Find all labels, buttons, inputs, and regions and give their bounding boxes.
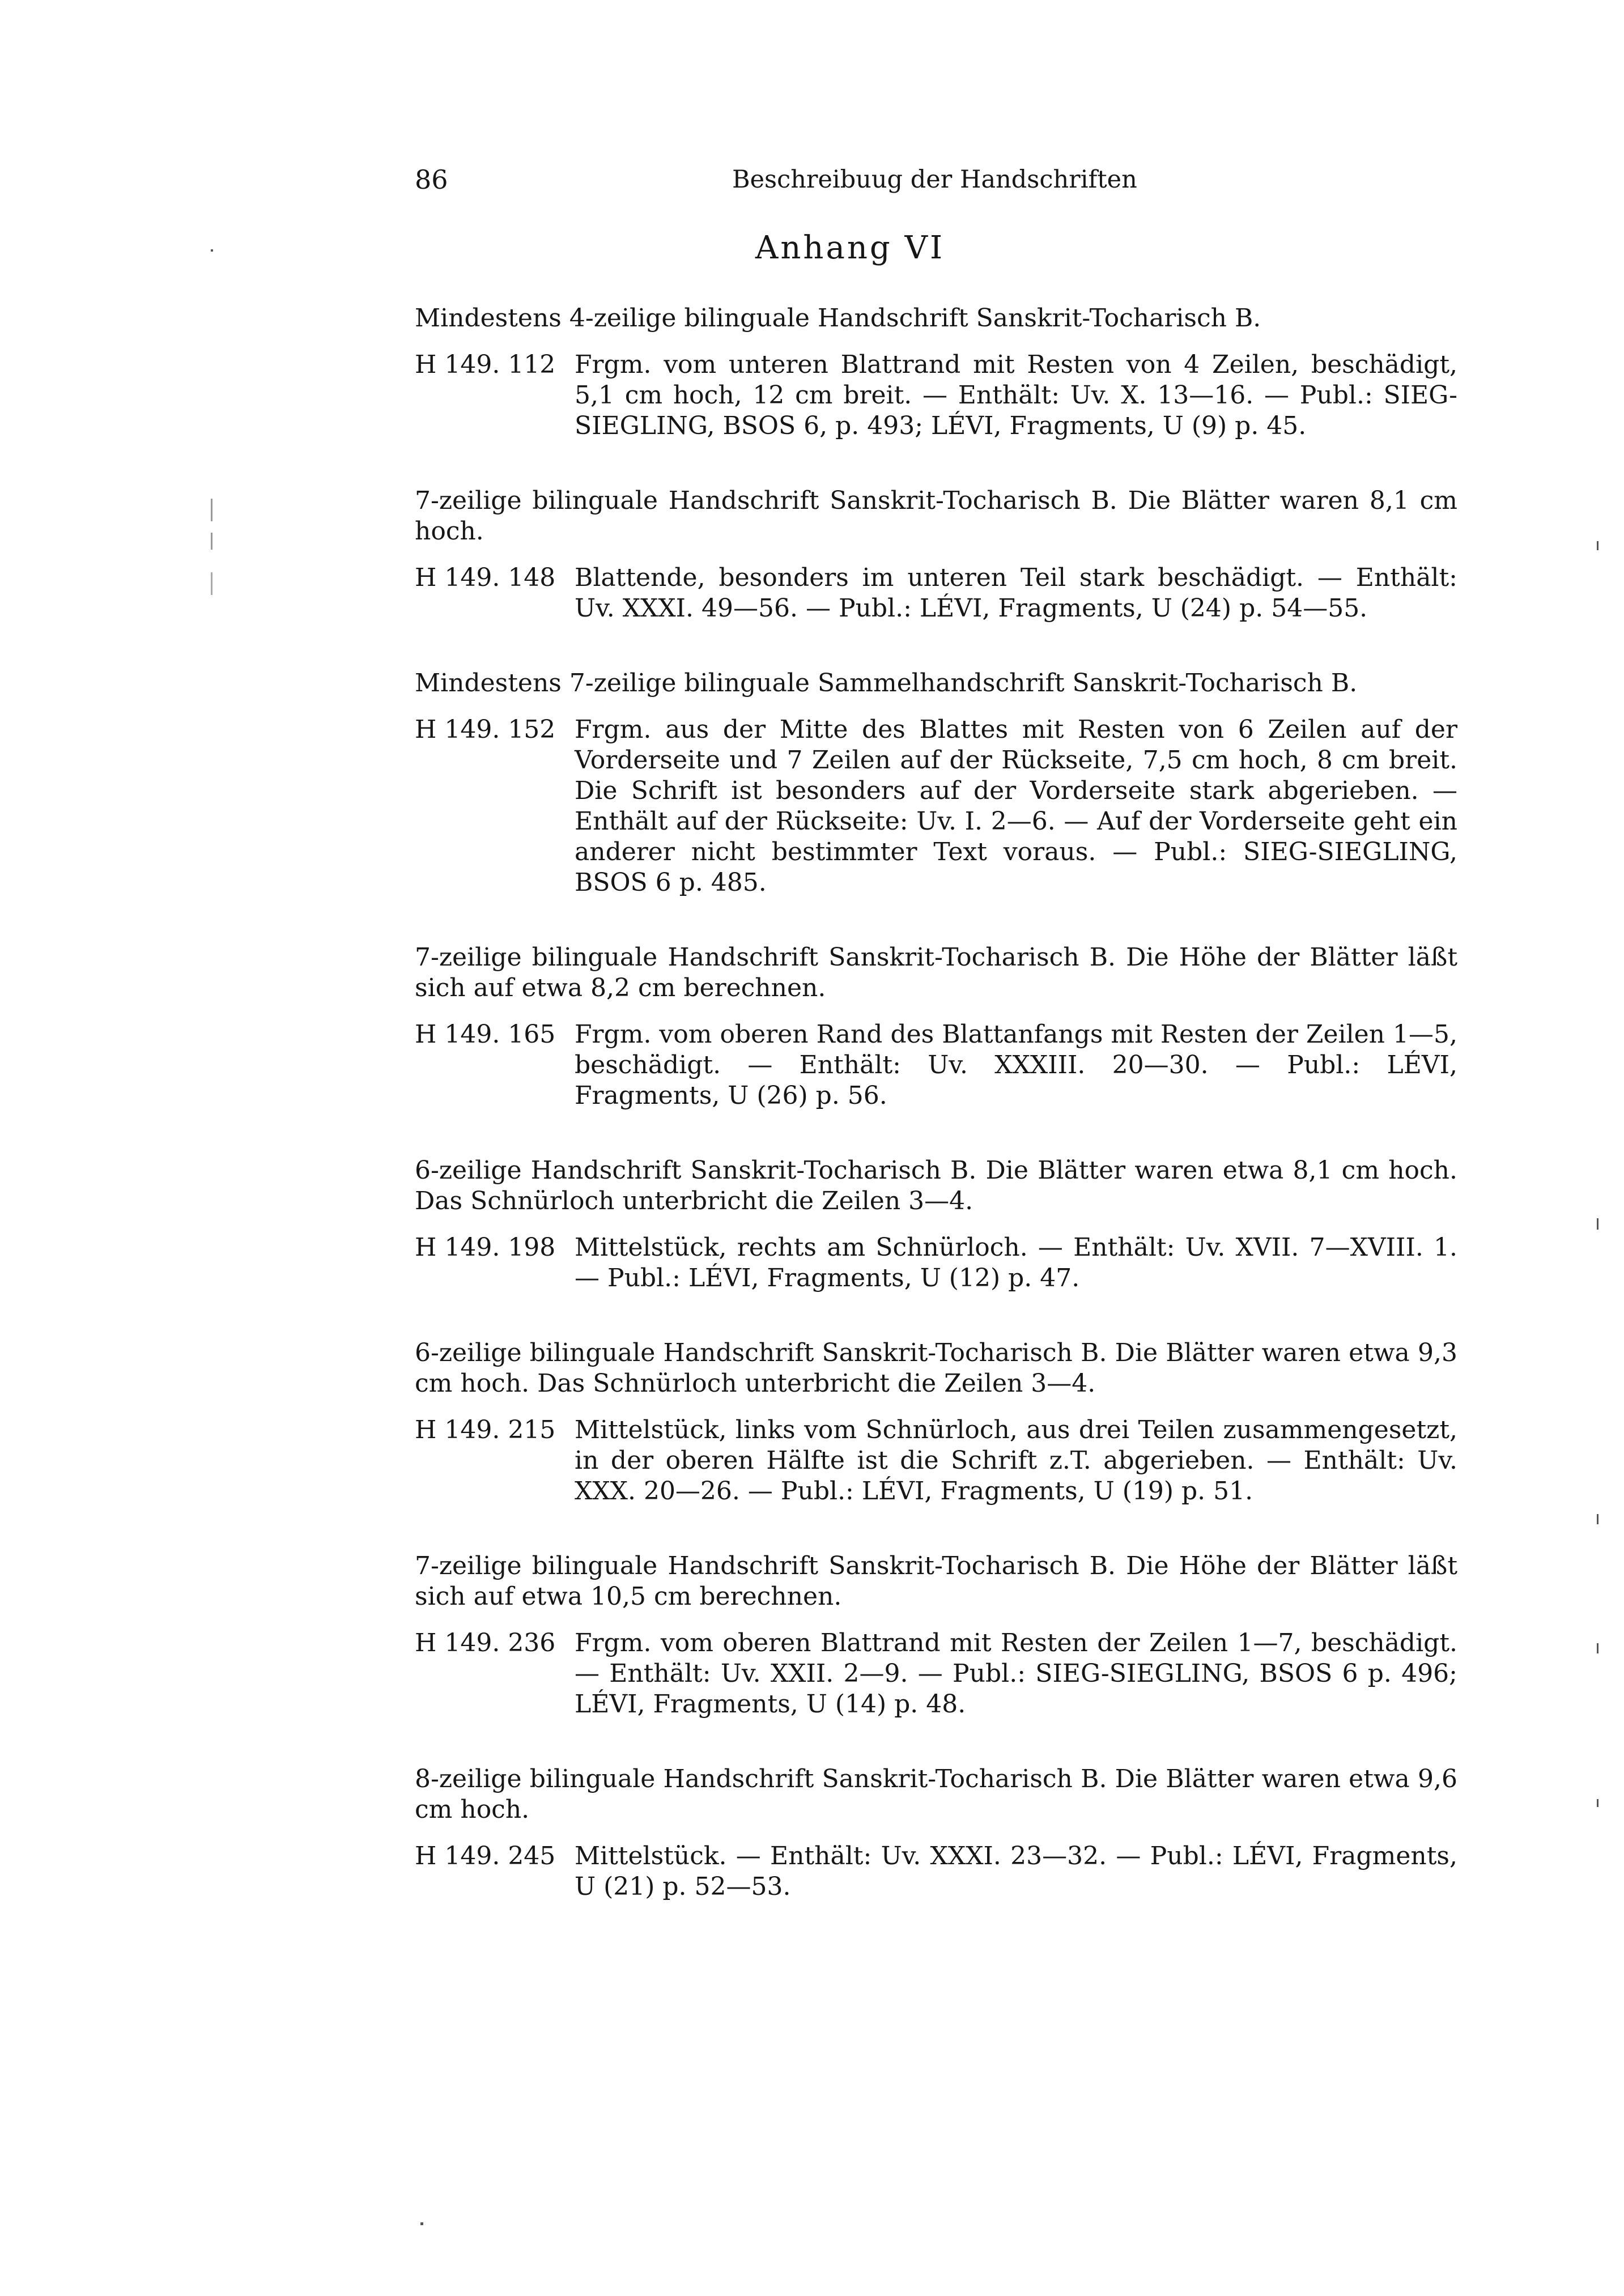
fragment-description: Mittelstück, rechts am Schnürloch. — Enthält: Uv. XVII. 7—XVIII. 1. — Publ.: LÉVI, Fragments, U (12) p. 47.	[575, 1233, 1457, 1292]
group-intro: 7-zeilige bilinguale Handschrift Sanskrit-Tocharisch B. Die Blätter waren 8,1 cm hoch.	[415, 486, 1457, 546]
group-intro: 7-zeilige bilinguale Handschrift Sanskrit-Tocharisch B. Die Höhe der Blätter läßt sich auf etwa 10,5 cm berechnen.	[415, 1551, 1457, 1611]
fragment-description: Frgm. vom unteren Blattrand mit Resten von 4 Zeilen, beschädigt, 5,1 cm hoch, 12 cm breit. — Enthält: Uv. X. 13—16. — Publ.: SIEG-SIEGLING, BSOS 6, p. 493; LÉVI, Fragments, U (9) p. 45.	[575, 350, 1457, 440]
manuscript-group	[415, 486, 1457, 624]
manuscript-group	[415, 1338, 1457, 1507]
scan-speck	[211, 572, 212, 595]
manuscript-group	[415, 1764, 1457, 1902]
scan-speck	[1597, 1643, 1599, 1653]
scan-speck	[1597, 1514, 1599, 1524]
fragment-description: Frgm. vom oberen Rand des Blattanfangs mit Resten der Zeilen 1—5, beschädigt. — Enthält: Uv. XXXIII. 20—30. — Publ.: LÉVI, Fragments, U (26) p. 56.	[575, 1020, 1457, 1110]
fragment-description: Frgm. vom oberen Blattrand mit Resten der Zeilen 1—7, beschädigt. — Enthält: Uv. XXII. 2—9. — Publ.: SIEG-SIEGLING, BSOS 6 p. 496; LÉVI, Fragments, U (14) p. 48.	[575, 1629, 1457, 1719]
group-intro: Mindestens 7-zeilige bilinguale Sammelhandschrift Sanskrit-Tocharisch B.	[415, 669, 1358, 698]
group-intro: 6-zeilige bilinguale Handschrift Sanskrit-Tocharisch B. Die Blätter waren etwa 9,3 cm hoch. Das Schnürloch unterbricht die Zeilen 3—4.	[415, 1338, 1457, 1398]
fragment-id: H 149. 165	[415, 1020, 556, 1049]
scan-speck	[211, 533, 212, 550]
group-intro: 8-zeilige bilinguale Handschrift Sanskrit-Tocharisch B. Die Blätter waren etwa 9,6 cm hoch.	[415, 1764, 1457, 1824]
scan-speck	[420, 2222, 423, 2225]
manuscript-group	[415, 1551, 1457, 1720]
fragment-entry	[415, 1628, 1457, 1720]
group-intro: 7-zeilige bilinguale Handschrift Sanskrit-Tocharisch B. Die Höhe der Blätter läßt sich auf etwa 8,2 cm berechnen.	[415, 943, 1457, 1002]
fragment-description: Frgm. aus der Mitte des Blattes mit Resten von 6 Zeilen auf der Vorderseite und 7 Zeilen auf der Rückseite, 7,5 cm hoch, 8 cm breit. Die Schrift ist besonders auf der Vorderseite stark abgerieben. — Enthält auf der Rückseite: Uv. I. 2—6. — Auf der Vorderseite geht ein anderer nicht bestimmter Text voraus. — Publ.: SIEG-SIEGLING, BSOS 6 p. 485.	[575, 715, 1457, 897]
manuscript-group	[415, 303, 1457, 441]
group-intro: 6-zeilige Handschrift Sanskrit-Tocharisch B. Die Blätter waren etwa 8,1 cm hoch. Das Schnürloch unterbricht die Zeilen 3—4.	[415, 1156, 1457, 1215]
fragment-id: H 149. 215	[415, 1415, 556, 1444]
section-title: Anhang VI	[755, 229, 945, 266]
fragment-id: H 149. 245	[415, 1842, 556, 1870]
fragment-entry	[415, 715, 1457, 898]
group-intro: Mindestens 4-zeilige bilinguale Handschrift Sanskrit-Tocharisch B.	[415, 304, 1261, 333]
fragment-entry	[415, 1415, 1457, 1507]
fragment-id: H 149. 152	[415, 715, 556, 744]
fragment-entry	[415, 1841, 1457, 1902]
fragment-description: Mittelstück, links vom Schnürloch, aus drei Teilen zusammengesetzt, in der oberen Hälfte ist die Schrift z.T. abgerieben. — Enthält: Uv. XXX. 20—26. — Publ.: LÉVI, Fragments, U (19) p. 51.	[575, 1415, 1457, 1506]
page-number: 86	[415, 164, 448, 195]
manuscript-group	[415, 668, 1457, 898]
scan-speck	[211, 249, 213, 252]
fragment-entry	[415, 1232, 1457, 1294]
manuscript-group	[415, 942, 1457, 1111]
running-title: Beschreibuug der Handschriften	[732, 165, 1137, 194]
fragment-id: H 149. 236	[415, 1629, 556, 1657]
fragment-entry	[415, 350, 1457, 441]
fragment-entry	[415, 563, 1457, 624]
scan-speck	[1597, 1799, 1599, 1807]
fragment-description: Mittelstück. — Enthält: Uv. XXXI. 23—32. — Publ.: LÉVI, Fragments, U (21) p. 52—53.	[575, 1842, 1457, 1901]
fragment-entry	[415, 1019, 1457, 1111]
manuscript-group	[415, 1155, 1457, 1294]
scan-speck	[1597, 1218, 1599, 1230]
fragment-id: H 149. 198	[415, 1233, 556, 1262]
scan-speck	[211, 499, 212, 521]
fragment-id: H 149. 148	[415, 563, 556, 592]
manuscript-list	[415, 303, 1457, 1946]
running-head	[415, 164, 1457, 204]
fragment-id: H 149. 112	[415, 350, 556, 379]
scan-speck	[1597, 541, 1599, 550]
fragment-description: Blattende, besonders im unteren Teil stark beschädigt. — Enthält: Uv. XXXI. 49—56. — Publ.: LÉVI, Fragments, U (24) p. 54—55.	[575, 563, 1457, 623]
